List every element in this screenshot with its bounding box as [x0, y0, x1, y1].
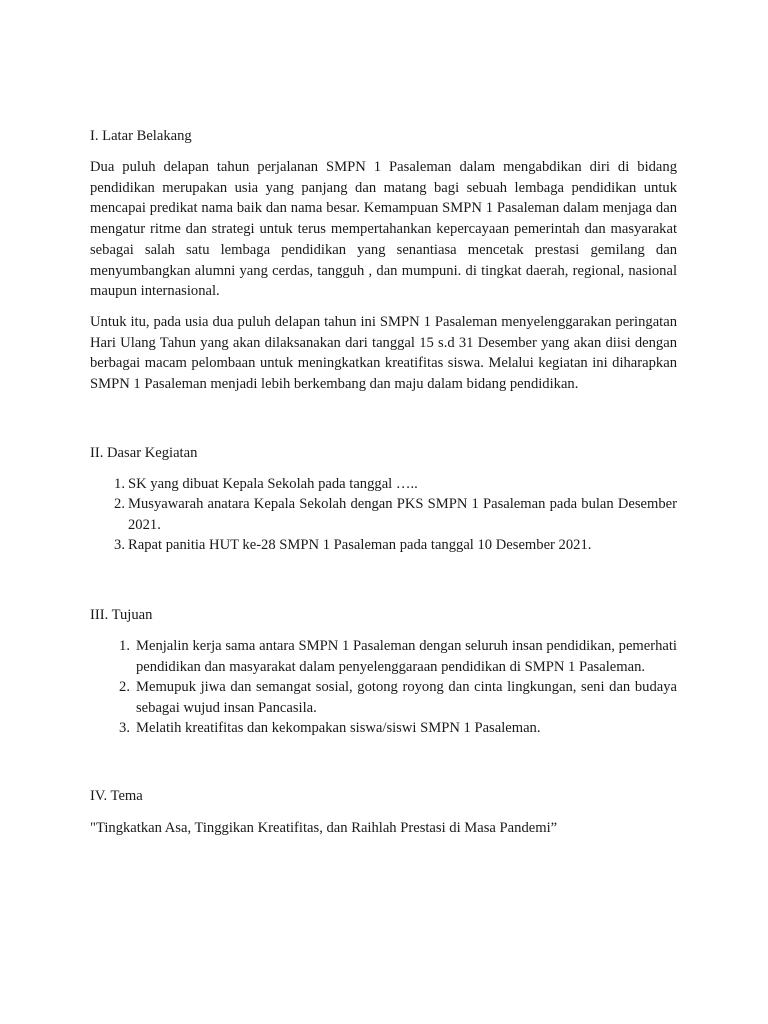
list-tujuan — [90, 636, 677, 738]
list-item — [114, 474, 677, 494]
section-heading-dasar-kegiatan: II. Dasar Kegiatan — [90, 444, 198, 461]
list-item-text: SK yang dibuat Kepala Sekolah pada tanggal ….. — [128, 475, 418, 492]
section-heading-tema: IV. Tema — [90, 788, 143, 805]
list-item-text: Melatih kreatifitas dan kekompakan siswa/siswi SMPN 1 Pasaleman. — [136, 719, 541, 736]
section-heading-tujuan: III. Tujuan — [90, 607, 153, 624]
list-item-number: 2. — [119, 679, 130, 696]
document-page — [90, 126, 677, 838]
paragraph-latar-belakang-1: Dua puluh delapan tahun perjalanan SMPN 1 Pasaleman dalam mengabdikan diri di bidang pendidikan merupakan usia yang panjang dan matang bagi sebuah lembaga pendidikan untuk mencapai predikat nama baik dan nama besar. Kemampuan SMPN 1 Pasaleman dalam menjaga dan mengatur ritme dan strategi untuk terus mempertahankan kepercayaan pemerintah dan masyarakat sebagai salah satu lembaga pendidikan yang senantiasa mencetak prestasi gemilang dan menyumbangkan alumni yang cerdas, tangguh , dan mumpuni. di tingkat daerah, regional, nasional maupun internasional. — [90, 159, 677, 300]
list-item-text: Rapat panitia HUT ke-28 SMPN 1 Pasaleman pada tanggal 10 Desember 2021. — [128, 536, 592, 553]
list-item-number: 1. — [114, 475, 125, 492]
list-item-text: Memupuk jiwa dan semangat sosial, gotong royong dan cinta lingkungan, seni dan budaya sebagai wujud insan Pancasila. — [136, 679, 677, 716]
list-item — [119, 677, 677, 718]
list-item-text: Menjalin kerja sama antara SMPN 1 Pasaleman dengan seluruh insan pendidikan, pemerhati pendidikan dan masyarakat dalam penyelenggaraan pendidikan di SMPN 1 Pasaleman. — [136, 638, 677, 675]
list-item — [119, 718, 677, 738]
paragraph-latar-belakang-2: Untuk itu, pada usia dua puluh delapan tahun ini SMPN 1 Pasaleman menyelenggarakan peringatan Hari Ulang Tahun yang akan dilaksanakan dari tanggal 15 s.d 31 Desember yang akan diisi dengan berbagai macam pelombaan untuk meningkatkan kreatifitas siswa. Melalui kegiatan ini diharapkan SMPN 1 Pasaleman menjadi lebih berkembang dan maju dalam bidang pendidikan. — [90, 313, 677, 393]
list-item-number: 1. — [119, 638, 130, 655]
list-item-number: 3. — [119, 719, 130, 736]
list-item-text: Musyawarah anatara Kepala Sekolah dengan PKS SMPN 1 Pasaleman pada bulan Desember 2021. — [128, 496, 677, 533]
list-item — [114, 535, 677, 555]
list-item — [119, 636, 677, 677]
section-heading-latar-belakang: I. Latar Belakang — [90, 128, 192, 144]
list-dasar-kegiatan — [90, 474, 677, 556]
list-item-number: 3. — [114, 536, 125, 553]
list-item — [114, 494, 677, 535]
tema-quote: "Tingkatkan Asa, Tinggikan Kreatifitas, dan Raihlah Prestasi di Masa Pandemi” — [90, 820, 558, 837]
list-item-number: 2. — [114, 496, 125, 513]
